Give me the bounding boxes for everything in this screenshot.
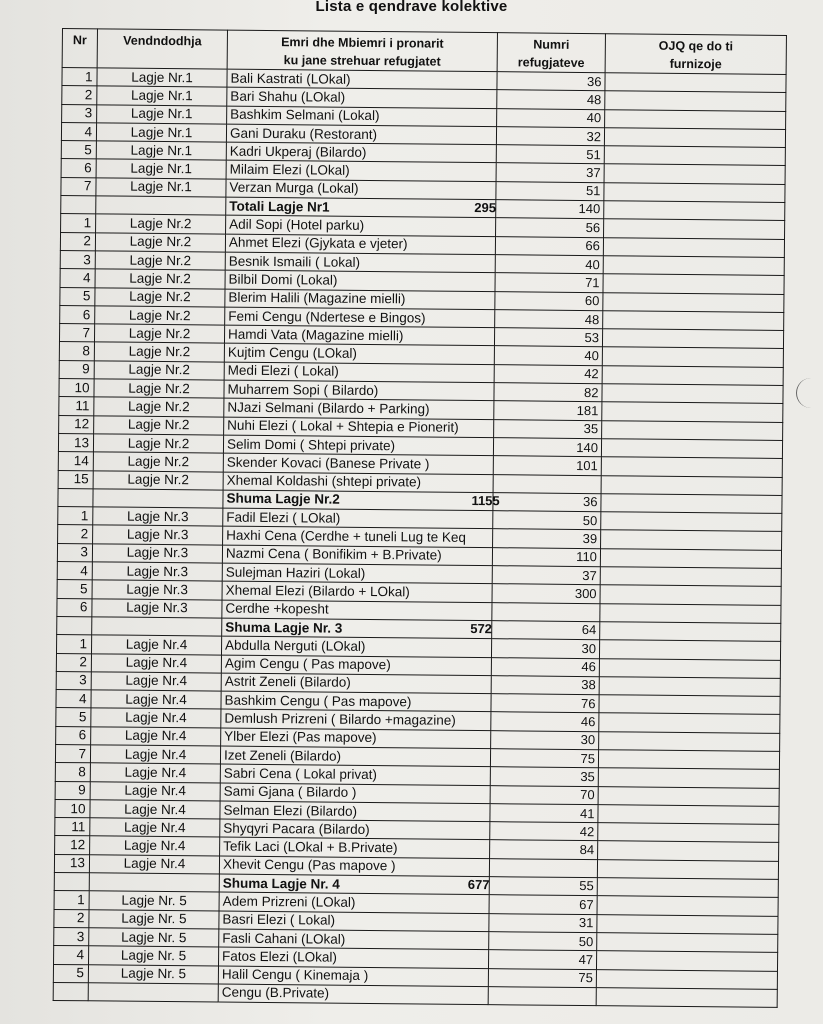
cell-ngo [600,603,781,623]
cell-count: 36 [582,493,598,509]
cell-location: Lagje Nr.2 [94,342,224,362]
cell-location: Lagje Nr.2 [95,233,225,253]
cell-location: Lagje Nr.2 [95,306,225,326]
cell-ngo [598,823,779,843]
cell-location: Lagje Nr.4 [91,653,221,673]
cell-count: 39 [493,529,601,548]
cell-owner: Sami Gjana ( Bilardo ) [220,783,490,804]
cell-count: 101 [493,456,601,475]
cell-owner: Ahmet Elezi (Gjykata e vjeter) [225,234,495,255]
cell-ngo [598,805,779,825]
cell-ngo [604,201,785,221]
cell-ngo [602,365,783,385]
cell-location: Lagje Nr.4 [91,672,221,692]
cell-ngo [599,658,780,678]
cell-location: Lagje Nr.2 [93,470,223,490]
header-location: Vendndodhja [97,29,227,69]
cell-location [89,873,219,893]
cell-nr: 3 [62,104,97,123]
cell-nr: 1 [61,214,96,233]
cell-ngo [602,384,783,404]
cell-location: Lagje Nr.4 [91,726,221,746]
cell-location: Lagje Nr. 5 [89,928,219,948]
cell-ngo [603,292,784,312]
header-ngo: OJQ qe do ti furnizoje [605,34,786,75]
cell-count: 36 [497,72,605,91]
cell-ngo [601,512,782,532]
cell-count: 300 [492,584,600,603]
cell-count: 71 [495,273,603,292]
cell-nr: 4 [56,690,91,709]
cell-location: Lagje Nr.4 [91,690,221,710]
cell-ngo [604,182,785,202]
cell-nr: 4 [60,269,95,288]
cell-owner: Cengu (B.Private) [218,984,488,1005]
cell-owner: Sulejman Haziri (Lokal) [222,563,492,584]
cell-count: 48 [495,310,603,329]
cell-count: 42 [490,822,598,841]
cell-count: 70 [490,785,598,804]
cell-location: Lagje Nr. 5 [89,891,219,911]
cell-nr: 6 [61,159,96,178]
cell-count [492,602,600,621]
cell-owner: Blerim Halili (Magazine mielli) [225,289,495,310]
cell-nr: 2 [60,232,95,251]
cell-owner: Selim Domi ( Shtepi private) [223,435,493,456]
cell-owner: Shyqyri Pacara (Bilardo) [220,819,490,840]
cell-location: Lagje Nr.3 [92,598,222,618]
cell-ngo [602,347,783,367]
cell-owner: Haxhi Cena (Cerdhe + tuneli Lug te Keq [223,526,493,547]
cell-ngo [600,567,781,587]
cell-nr [54,873,89,892]
cell-nr: 3 [56,671,91,690]
cell-count: 35 [494,419,602,438]
cell-ngo [604,219,785,239]
cell-owner: Tefik Laci (LOkal + B.Private) [220,838,490,859]
cell-nr: 3 [57,543,92,562]
cell-nr: 4 [54,946,89,965]
cell-nr: 1 [62,68,97,87]
cell-nr: 7 [59,324,94,343]
cell-count: 46 [491,712,599,731]
cell-count: 40 [495,255,603,274]
cell-nr: 8 [55,763,90,782]
cell-ngo [602,402,783,422]
cell-owner: Verzan Murga (Lokal) [226,179,496,200]
cell-count [493,474,601,493]
cell-nr: 13 [58,433,93,452]
cell-ngo [597,878,778,898]
cell-owner: Halil Cengu ( Kinemaja ) [218,966,488,987]
cell-owner: NJazi Selmani (Bilardo + Parking) [224,398,494,419]
cell-count: 40 [497,108,605,127]
cell-owner: Selman Elezi (Bilardo) [220,801,490,822]
cell-total-sum: 1155 [471,492,500,509]
cell-ngo [604,164,785,184]
cell-location: Lagje Nr.1 [97,104,227,124]
cell-owner: Bali Kastrati (LOkal) [227,69,497,90]
document-title: Lista e qendrave kolektive [315,0,508,15]
cell-total-sum: 295 [474,200,497,216]
cell-nr: 4 [61,122,96,141]
cell-location: Lagje Nr.1 [96,178,226,198]
cell-count [488,986,596,1005]
cell-location: Lagje Nr.2 [95,287,225,307]
cell-nr: 14 [58,452,93,471]
cell-nr [61,196,96,215]
cell-ngo [604,128,785,148]
cell-owner: Astrit Zeneli (Bilardo) [221,673,491,694]
cell-ngo [601,494,782,514]
cell-location: Lagje Nr.2 [95,269,225,289]
cell-location: Lagje Nr.1 [96,141,226,161]
cell-owner: Totali Lagje Nr1 [226,197,496,218]
cell-location: Lagje Nr.2 [94,415,224,435]
cell-location: Lagje Nr.2 [96,214,226,234]
cell-location: Lagje Nr.3 [92,562,222,582]
cell-nr: 12 [55,836,90,855]
cell-location: Lagje Nr.2 [95,251,225,271]
cell-location: Lagje Nr.1 [97,68,227,88]
cell-count: 50 [489,932,597,951]
shelters-table [53,28,787,1008]
cell-nr: 6 [57,598,92,617]
cell-count: 42 [494,364,602,383]
cell-count: 41 [490,804,598,823]
cell-location: Lagje Nr.2 [94,324,224,344]
cell-nr: 8 [59,342,94,361]
cell-count: 46 [491,657,599,676]
table-body [53,68,786,1008]
cell-nr: 5 [60,287,95,306]
cell-count: 37 [496,163,604,182]
cell-count: 140 [578,201,601,217]
cell-location: Lagje Nr.1 [96,123,226,143]
cell-location: Lagje Nr.4 [90,745,220,765]
cell-ngo [604,146,785,166]
cell-nr: 9 [55,781,90,800]
cell-owner: Femi Cengu (Ndertese e Bingos) [225,307,495,328]
cell-nr: 5 [53,964,88,983]
cell-count: 30 [491,639,599,658]
cell-count-group [474,200,604,219]
cell-location: Lagje Nr. 5 [88,964,218,984]
cell-location: Lagje Nr.2 [94,397,224,417]
cell-location: Lagje Nr.4 [89,855,219,875]
cell-count: 31 [489,913,597,932]
cell-nr: 13 [54,854,89,873]
cell-owner: Fadil Elezi ( LOkal) [223,508,493,529]
cell-location: Lagje Nr.2 [93,434,223,454]
cell-nr: 2 [58,525,93,544]
cell-owner: Fasli Cahani (LOkal) [219,929,489,950]
cell-count: 30 [491,730,599,749]
cell-count: 37 [492,566,600,585]
cell-location: Lagje Nr.3 [93,525,223,545]
cell-ngo [596,988,777,1008]
cell-ngo [599,640,780,660]
cell-owner: Muharrem Sopi ( Bilardo) [224,380,494,401]
cell-location [92,617,222,637]
cell-total-sum: 677 [467,876,490,893]
cell-nr: 1 [54,891,89,910]
cell-owner: Skender Kovaci (Banese Private ) [223,453,493,474]
cell-nr: 2 [56,653,91,672]
cell-location [96,196,226,216]
cell-count: 38 [491,675,599,694]
cell-location: Lagje Nr.3 [93,507,223,527]
cell-count [489,858,597,877]
cell-owner: Demlush Prizreni ( Bilardo +magazine) [221,709,491,730]
cell-owner: Bari Shahu (LOkal) [227,87,497,108]
cell-ngo [599,676,780,696]
cell-count: 60 [495,291,603,310]
cell-ngo [598,786,779,806]
header-owner: Emri dhe Mbiemri i pronarit ku jane strehuar refugjatet [227,30,497,72]
cell-count-group [470,620,600,640]
cell-ngo [596,969,777,989]
cell-nr: 1 [57,635,92,654]
cell-count: 40 [494,346,602,365]
cell-owner: Bashkim Selmani (Lokal) [227,106,497,127]
cell-nr: 3 [54,927,89,946]
cell-location: Lagje Nr.4 [90,800,220,820]
cell-ngo [600,585,781,605]
cell-location: Lagje Nr.2 [94,379,224,399]
cell-ngo [598,768,779,788]
cell-ngo [599,731,780,751]
cell-location: Lagje Nr.2 [94,361,224,381]
cell-ngo [597,896,778,916]
cell-owner: Hamdi Vata (Magazine mielli) [224,325,494,346]
cell-owner: Shuma Lagje Nr. 4 [219,874,489,895]
cell-owner: Xhemal Koldashi (shtepi private) [223,472,493,493]
cell-owner: Medi Elezi ( Lokal) [224,362,494,383]
cell-owner: Agim Cengu ( Pas mapove) [221,655,491,676]
cell-nr: 5 [56,708,91,727]
cell-ngo [601,457,782,477]
cell-nr: 9 [59,360,94,379]
cell-count: 32 [496,127,604,146]
cell-ngo [596,951,777,971]
cell-owner: Besnik Ismaili ( Lokal) [225,252,495,273]
cell-count: 110 [492,547,600,566]
cell-nr: 6 [60,305,95,324]
cell-nr: 10 [55,799,90,818]
cell-nr: 11 [59,397,94,416]
cell-total-sum: 572 [470,620,493,637]
cell-nr: 12 [59,415,94,434]
header-nr: Nr [62,29,97,68]
cell-nr: 7 [61,177,96,196]
cell-owner: Gani Duraku (Restorant) [226,124,496,145]
cell-count: 84 [490,840,598,859]
header-count: Numri refugjateve [497,33,605,73]
cell-count: 75 [490,749,598,768]
cell-owner: Abdulla Nerguti (LOkal) [221,636,491,657]
cell-owner: Kadri Ukperaj (Bilardo) [226,142,496,163]
cell-owner: Kujtim Cengu (LOkal) [224,344,494,365]
cell-owner: Nazmi Cena ( Bonifikim + B.Private) [222,545,492,566]
cell-ngo [603,256,784,276]
cell-count: 55 [579,878,594,894]
cell-count: 66 [495,236,603,255]
cell-owner: Shuma Lagje Nr.2 [223,490,493,511]
cell-count: 67 [489,895,597,914]
cell-count: 51 [496,181,604,200]
cell-nr: 3 [60,250,95,269]
cell-ngo [605,91,786,111]
cell-location: Lagje Nr.2 [93,452,223,472]
cell-location: Lagje Nr.4 [90,781,220,801]
cell-owner: Adil Sopi (Hotel parku) [226,215,496,236]
cell-ngo [601,439,782,459]
cell-nr: 4 [57,561,92,580]
cell-count-group [467,876,597,896]
cell-ngo [597,859,778,879]
cell-count: 64 [581,621,597,638]
cell-location: Lagje Nr.4 [90,818,220,838]
cell-owner: Bashkim Cengu ( Pas mapove) [221,691,491,712]
cell-location: Lagje Nr.4 [91,635,221,655]
cell-count: 48 [497,90,605,109]
cell-nr [58,488,93,507]
cell-owner: Basri Elezi ( Lokal) [219,911,489,932]
cell-count-group [471,492,601,511]
cell-ngo [605,73,786,93]
cell-ngo [599,695,780,715]
cell-location: Lagje Nr.1 [96,159,226,179]
cell-location: Lagje Nr.1 [97,86,227,106]
cell-count: 75 [488,968,596,987]
cell-count: 56 [496,218,604,237]
cell-owner: Bilbil Domi (Lokal) [225,270,495,291]
cell-ngo [603,274,784,294]
cell-nr: 7 [55,744,90,763]
cell-nr: 5 [61,141,96,160]
cell-nr: 1 [58,507,93,526]
cell-owner: Nuhi Elezi ( Lokal + Shtepia e Pionerit) [224,417,494,438]
cell-nr: 2 [62,86,97,105]
cell-nr: 2 [54,909,89,928]
cell-count: 51 [496,145,604,164]
cell-ngo [601,530,782,550]
cell-ngo [602,329,783,349]
cell-ngo [600,622,781,642]
cell-count: 50 [493,511,601,530]
cell-location [88,983,218,1003]
cell-ngo [598,750,779,770]
cell-owner: Milaim Elezi (LOkal) [226,161,496,182]
cell-owner: Izet Zeneli (Bilardo) [220,746,490,767]
cell-location: Lagje Nr.4 [90,836,220,856]
cell-owner: Adem Prizreni (LOkal) [219,892,489,913]
cell-ngo [601,475,782,495]
cell-nr: 11 [55,818,90,837]
cell-owner: Cerdhe +kopesht [222,600,492,621]
cell-ngo [603,311,784,331]
cell-location: Lagje Nr. 5 [89,946,219,966]
cell-nr: 5 [57,580,92,599]
cell-owner: Fatos Elezi (LOkal) [219,947,489,968]
cell-location: Lagje Nr.4 [90,763,220,783]
cell-location: Lagje Nr.3 [92,544,222,564]
cell-location [93,489,223,509]
cell-owner: Shuma Lagje Nr. 3 [222,618,492,639]
cell-nr [53,982,88,1001]
pen-mark [796,378,819,408]
cell-ngo [600,548,781,568]
cell-location: Lagje Nr. 5 [89,909,219,929]
cell-nr: 6 [56,726,91,745]
cell-ngo [597,914,778,934]
cell-count: 140 [493,438,601,457]
cell-nr [57,616,92,635]
cell-owner: Sabri Cena ( Lokal privat) [220,764,490,785]
cell-count: 181 [494,401,602,420]
cell-ngo [599,713,780,733]
cell-owner: Xhemal Elezi (Bilardo + LOkal) [222,581,492,602]
cell-count: 35 [490,767,598,786]
cell-nr: 15 [58,470,93,489]
cell-location: Lagje Nr.3 [92,580,222,600]
cell-count: 53 [494,328,602,347]
cell-count: 76 [491,694,599,713]
cell-location: Lagje Nr.4 [91,708,221,728]
cell-ngo [605,109,786,129]
cell-ngo [597,933,778,953]
cell-ngo [603,237,784,257]
cell-nr: 10 [59,379,94,398]
cell-owner: Xhevit Cengu (Pas mapove ) [219,856,489,877]
cell-count: 82 [494,383,602,402]
cell-count: 47 [488,950,596,969]
cell-owner: Ylber Elezi (Pas mapove) [221,728,491,749]
cell-ngo [598,841,779,861]
cell-ngo [602,420,783,440]
